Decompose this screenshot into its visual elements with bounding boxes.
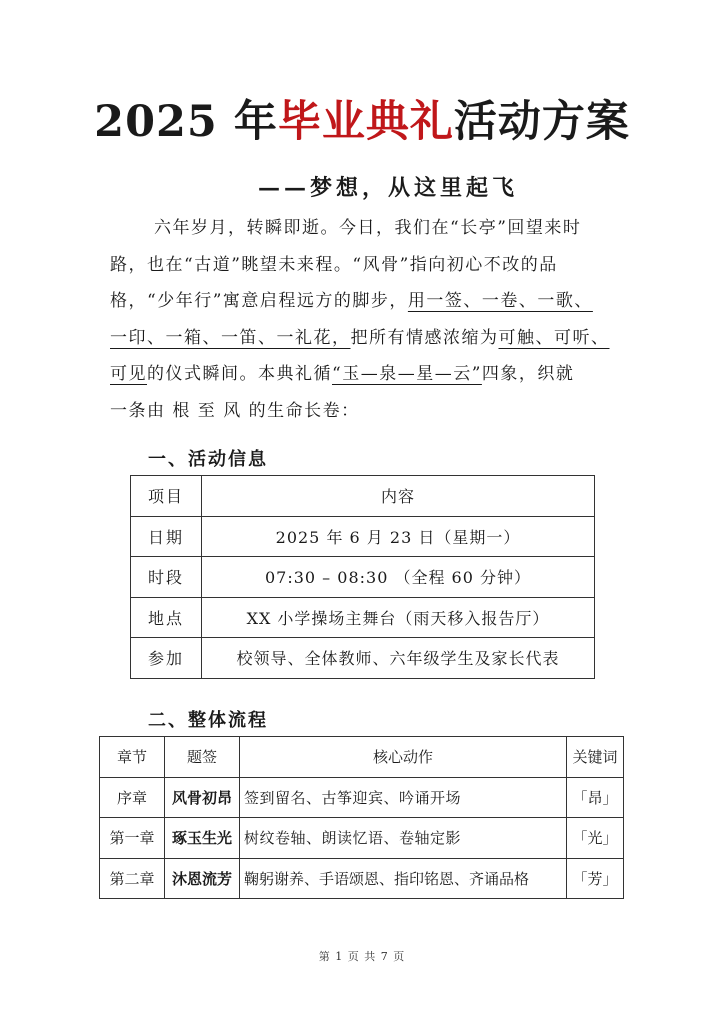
table-cell-tag: 风骨初昂 [165,777,240,818]
intro-line-5-tail: 四象，织就 [481,364,575,385]
intro-underlined-four-images: “玉—泉—星—云” [332,364,482,385]
table-row [100,818,624,859]
table-cell-item: 地点 [131,597,202,638]
page-subtitle: ——梦想，从这里起飞 [258,175,519,201]
intro-underlined-senses-1: 可触、可听、 [498,327,610,348]
intro-line-6: 一条由 根 至 风 的生命长卷： [110,400,360,421]
intro-line-2: 路，也在“古道”眺望未来程。“风骨”指向初心不改的品 [110,254,558,275]
activity-info-table [130,475,595,679]
title-prefix: 2025 年 [94,97,278,147]
table-header-cell: 题签 [165,737,240,778]
table-cell-keyword: 「芳」 [567,858,624,899]
table-row [131,516,595,557]
table-cell-action: 鞠躬谢养、手语颂恩、指印铭恩、齐诵品格 [240,858,567,899]
table-header-row [131,476,595,517]
table-cell-content: 07:30 – 08:30 （全程 60 分钟） [202,557,595,598]
table-cell-item: 参加 [131,638,202,679]
table-cell-chapter: 第二章 [100,858,165,899]
overall-flow-table [99,736,624,899]
table-cell-keyword: 「光」 [567,818,624,859]
page-title [0,92,724,152]
intro-paragraph [110,210,620,430]
table-header-cell: 章节 [100,737,165,778]
table-cell-action: 树纹卷轴、朗读忆语、卷轴定影 [240,818,567,859]
section-heading-overall-flow: 二、整体流程 [148,710,268,731]
intro-line-4 [110,320,620,357]
table-cell-action: 签到留名、古筝迎宾、吟诵开场 [240,777,567,818]
table-cell-keyword: 「昂」 [567,777,624,818]
table-header-cell: 核心动作 [240,737,567,778]
intro-underlined-objects-2: 一印、一箱、一笛、一礼花， [110,327,351,348]
table-row [131,597,595,638]
intro-line-4-text: 把所有情感浓缩为 [350,327,499,348]
table-cell-content: 2025 年 6 月 23 日（星期一） [202,516,595,557]
table-header-row [100,737,624,778]
table-cell-chapter: 第一章 [100,818,165,859]
intro-line-3-text: 格，“少年行”寓意启程远方的脚步， [110,291,408,312]
table-row [100,777,624,818]
table-header-cell: 关键词 [567,737,624,778]
table-row [100,858,624,899]
table-header-cell: 项目 [131,476,202,517]
page-footer: 第 1 页 共 7 页 [318,950,406,963]
table-row [131,557,595,598]
title-highlight: 毕业典礼 [277,97,454,147]
title-suffix: 活动方案 [453,97,630,147]
intro-line-5-text: 的仪式瞬间。本典礼循 [147,364,332,385]
table-cell-tag: 沐恩流芳 [165,858,240,899]
table-cell-tag: 琢玉生光 [165,818,240,859]
table-cell-content: XX 小学操场主舞台（雨天移入报告厅） [202,597,595,638]
intro-line-1: 六年岁月，转瞬即逝。今日，我们在“长亭”回望来时 [154,218,582,238]
intro-line-3 [110,283,620,320]
table-cell-chapter: 序章 [100,777,165,818]
intro-line-5 [110,356,620,393]
table-cell-item: 时段 [131,557,202,598]
table-header-cell: 内容 [202,476,595,517]
table-cell-item: 日期 [131,516,202,557]
intro-underlined-senses-2: 可见 [110,364,147,385]
table-row [131,638,595,679]
intro-underlined-objects-1: 用一签、一卷、一歌、 [407,291,593,312]
table-cell-content: 校领导、全体教师、六年级学生及家长代表 [202,638,595,679]
section-heading-activity-info: 一、活动信息 [148,449,268,470]
